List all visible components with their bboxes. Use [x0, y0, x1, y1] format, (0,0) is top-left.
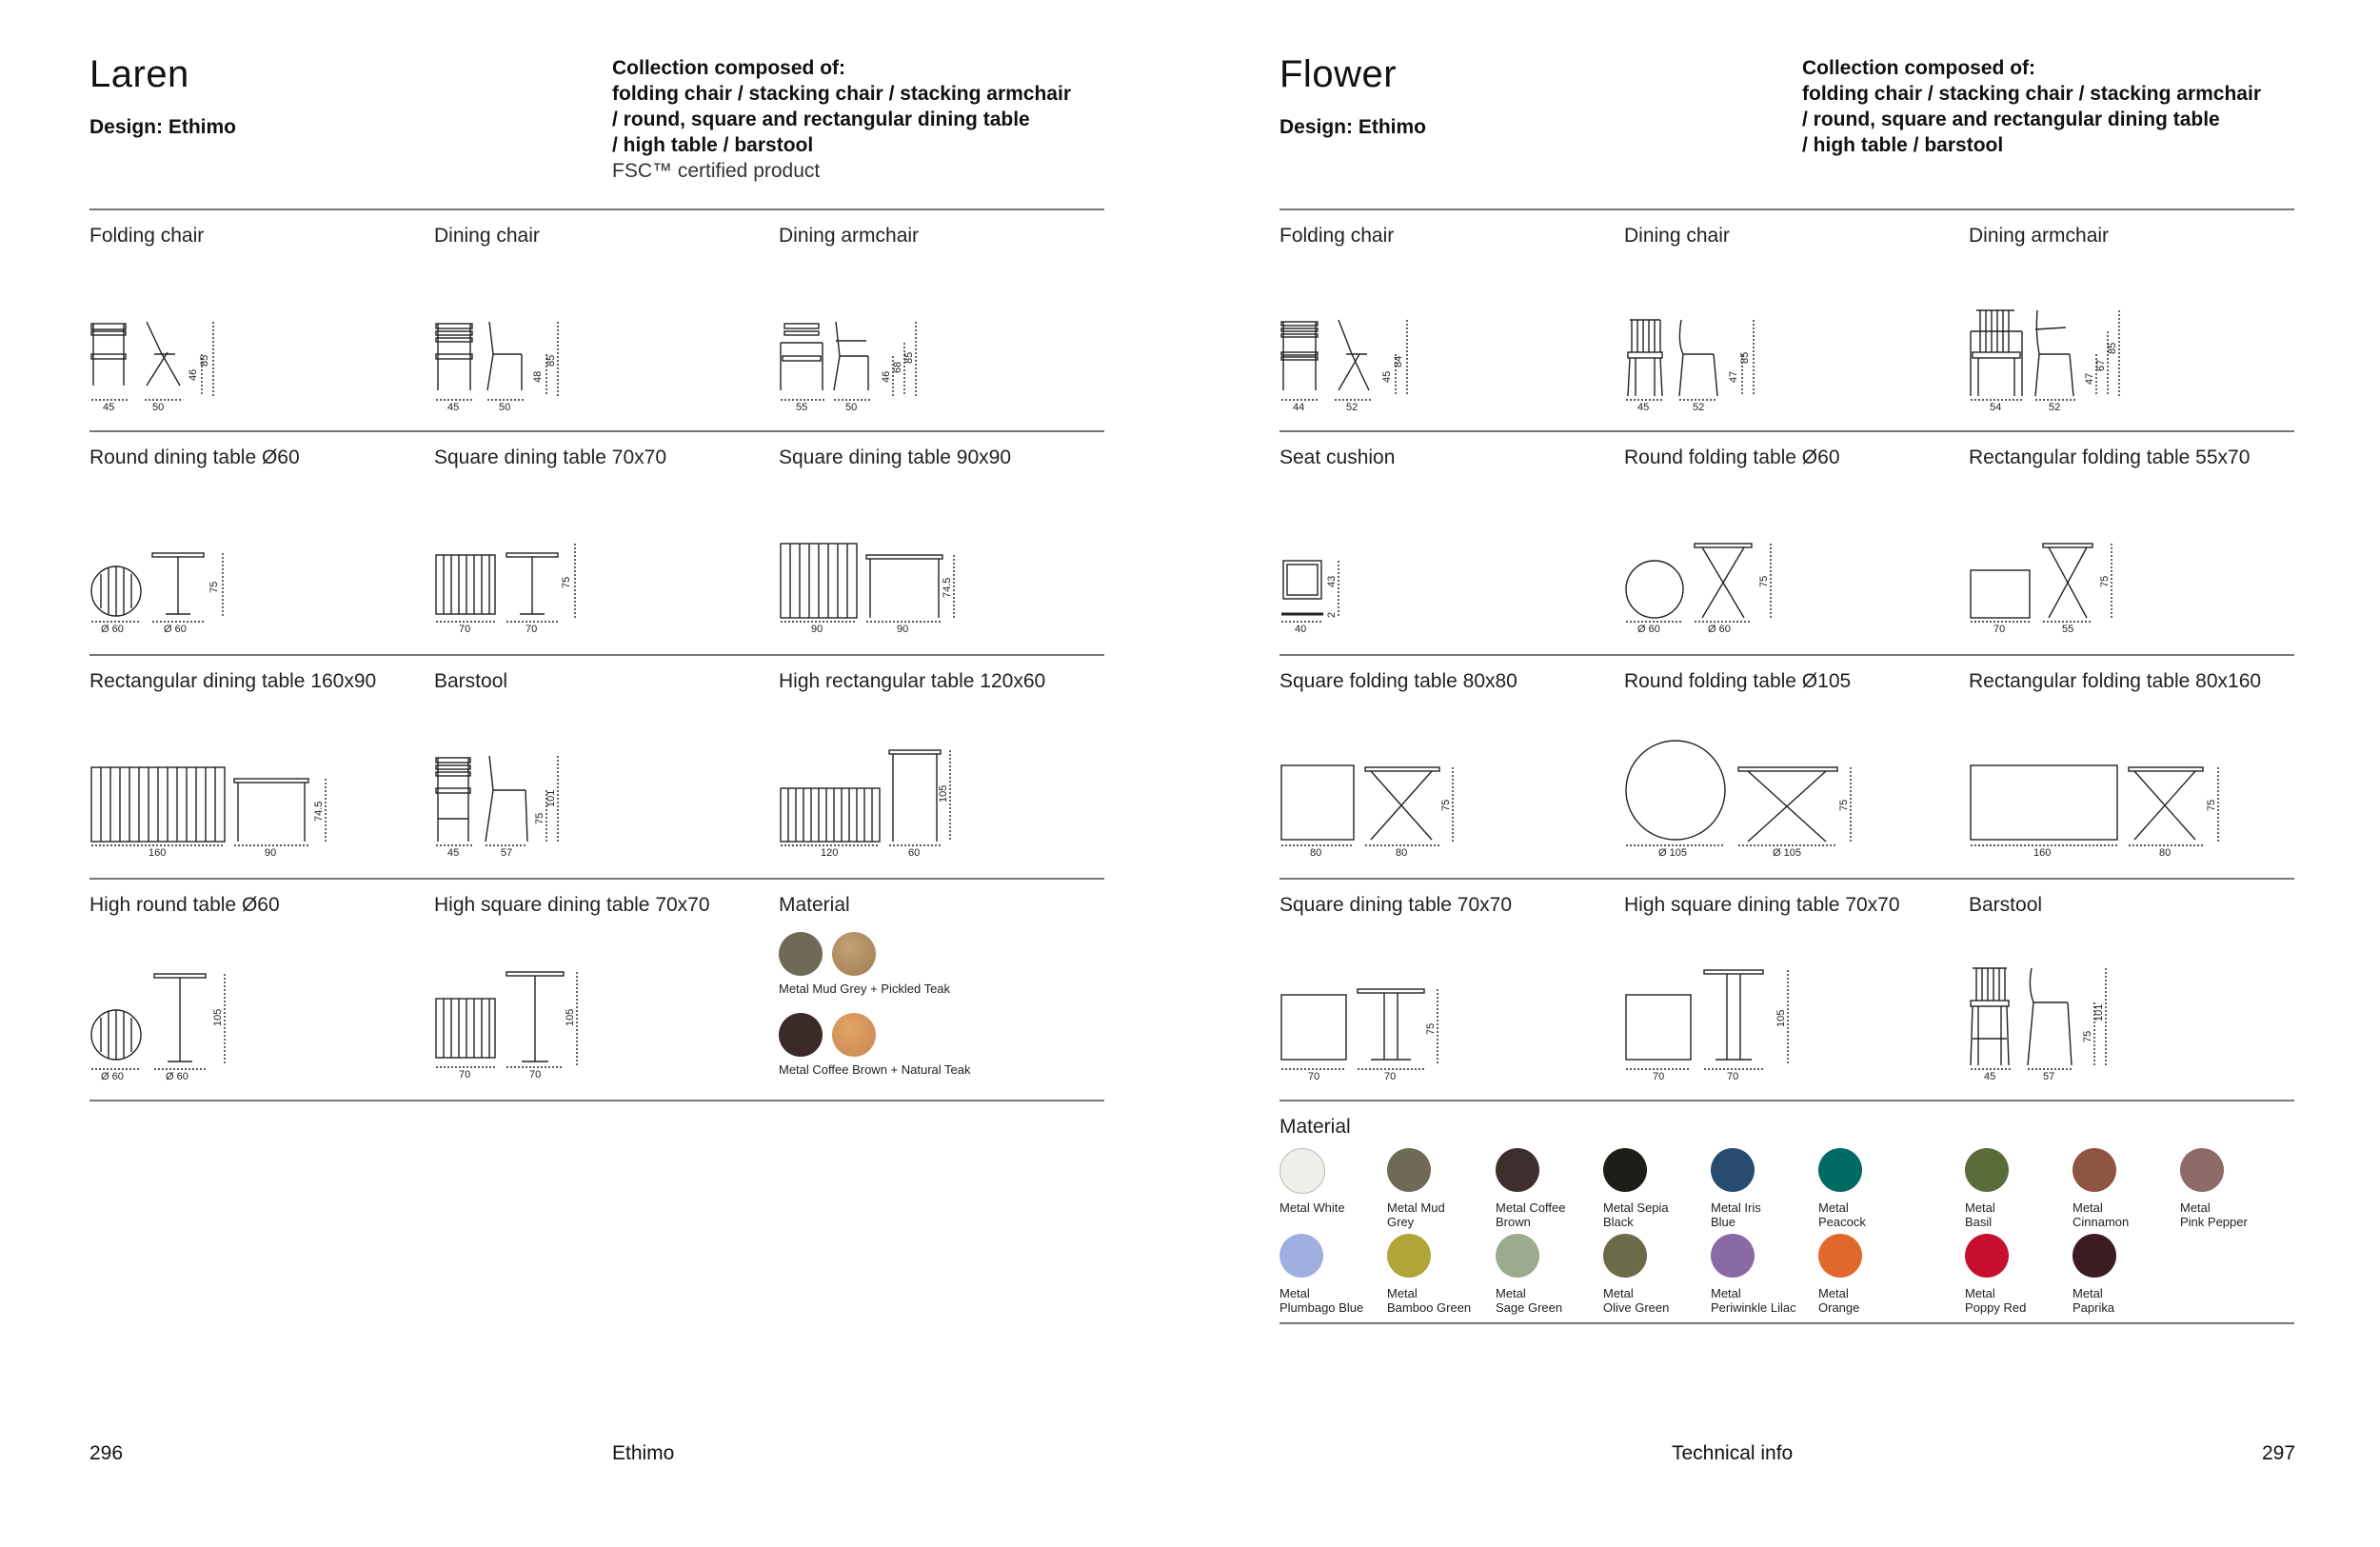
dim-diameter: Ø 60 [164, 624, 187, 635]
color-swatch [2180, 1148, 2224, 1192]
color-swatch-label: Metal Orange [1818, 1286, 1860, 1315]
color-swatch-label: Metal Plumbago Blue [1279, 1286, 1364, 1315]
material-heading: Material [779, 894, 850, 916]
material-label: Metal Mud Grey + Pickled Teak [779, 982, 951, 996]
product-folding-chair [89, 209, 432, 428]
color-swatch [1496, 1148, 1539, 1192]
dim-depth: 52 [1346, 402, 1359, 413]
certification-note: FSC™ certified product [612, 160, 821, 182]
product-rectangular-folding-table-55x70 [1969, 431, 2311, 650]
product-label: Dining chair [1624, 225, 1730, 247]
swatch-pickled-teak [832, 932, 876, 976]
divider [1279, 1322, 2294, 1324]
swatch-natural-teak [832, 1013, 876, 1057]
color-swatch [1496, 1234, 1539, 1278]
folding-chair-drawing [89, 209, 432, 430]
seat-cushion-drawing [1279, 431, 1622, 652]
dim-depth: 80 [1396, 847, 1408, 859]
product-folding-chair [1279, 209, 1622, 428]
material-label: Metal Coffee Brown + Natural Teak [779, 1062, 971, 1077]
product-high-square-dining-table-70 [1624, 879, 1967, 1098]
color-swatch [1818, 1148, 1862, 1192]
round-folding-table-105-drawing [1624, 655, 1967, 876]
dim-depth: 90 [897, 624, 909, 635]
high-square-table-drawing [434, 879, 777, 1100]
dim-height: 84 [1393, 355, 1404, 367]
dim-diameter: Ø 60 [101, 624, 124, 635]
dim-length: 160 [149, 847, 167, 859]
dining-armchair-drawing [1969, 209, 2311, 430]
product-label: Dining armchair [1969, 225, 2110, 247]
collection-title-flower: Flower [1279, 53, 1398, 95]
dim-diameter: Ø 105 [1773, 847, 1801, 859]
collection-line: folding chair / stacking chair / stacking armchair [1802, 83, 2261, 105]
dim-diameter: Ø 60 [1637, 624, 1660, 635]
product-square-dining-table-90 [779, 431, 1121, 650]
product-label: Barstool [434, 670, 508, 692]
product-label: Rectangular dining table 160x90 [89, 670, 377, 692]
dim-depth: 57 [2043, 1071, 2055, 1082]
dim-depth: 50 [499, 402, 511, 413]
color-swatch [1279, 1148, 1325, 1194]
square-table-90-drawing [779, 431, 1121, 652]
dim-diameter: Ø 60 [1708, 624, 1731, 635]
dim-depth: 70 [1727, 1071, 1739, 1082]
dim-seat-height: 46 [188, 368, 199, 381]
product-label: Dining chair [434, 225, 540, 247]
product-label: Round folding table Ø105 [1624, 670, 1852, 692]
dim-width: 55 [796, 402, 808, 413]
collection-line: / high table / barstool [612, 134, 814, 156]
high-square-table-drawing [1624, 879, 1967, 1100]
dim-width: 45 [447, 402, 460, 413]
color-swatch [1387, 1234, 1431, 1278]
product-dining-chair [434, 209, 777, 428]
material-section-flower [1279, 1101, 2294, 1321]
product-label: Square dining table 90x90 [779, 446, 1012, 468]
product-label: Square dining table 70x70 [434, 446, 667, 468]
dim-height: 85 [545, 354, 557, 367]
dim-arm-height: 67 [2095, 359, 2107, 371]
dim-height: 105 [212, 1008, 224, 1026]
product-dining-chair [1624, 209, 1967, 428]
designer-label: Design: Ethimo [1279, 116, 1427, 138]
dim-seat-height: 75 [2082, 1030, 2093, 1042]
dim-width: 54 [1990, 402, 2002, 413]
collection-line: / round, square and rectangular dining table [612, 109, 1030, 130]
product-high-square-dining-table [434, 879, 777, 1098]
product-label: Barstool [1969, 894, 2043, 916]
folding-chair-drawing [1279, 209, 1622, 430]
dim-depth: 52 [2049, 402, 2061, 413]
dim-width: 40 [1295, 624, 1307, 635]
product-label: Rectangular folding table 80x160 [1969, 670, 2262, 692]
dim-depth: 50 [845, 402, 858, 413]
product-label: Folding chair [1279, 225, 1395, 247]
color-swatch-label: Metal Paprika [2073, 1286, 2115, 1315]
dim-thickness: 2 [1326, 611, 1338, 618]
collection-line: / high table / barstool [1802, 134, 2004, 156]
dim-height: 105 [565, 1008, 576, 1026]
product-barstool [434, 655, 777, 874]
swatch-coffee-brown [779, 1013, 823, 1057]
high-round-table-drawing [89, 879, 432, 1100]
dim-depth: 70 [1384, 1071, 1397, 1082]
dim-height: 105 [938, 784, 949, 803]
product-label: Round dining table Ø60 [89, 446, 300, 468]
dim-arm-height: 68 [892, 361, 903, 373]
product-round-folding-table-105 [1624, 655, 1967, 874]
dim-length: 160 [2033, 847, 2052, 859]
product-label: High round table Ø60 [89, 894, 280, 916]
product-label: Square dining table 70x70 [1279, 894, 1513, 916]
dim-width: 70 [1308, 1071, 1320, 1082]
square-table-drawing [434, 431, 777, 652]
dim-width: 45 [447, 847, 460, 859]
dim-depth: 50 [152, 402, 165, 413]
dining-armchair-drawing [779, 209, 1121, 430]
product-round-dining-table-60 [89, 431, 432, 650]
dim-height: 75 [1838, 799, 1850, 811]
product-label: Seat cushion [1279, 446, 1396, 468]
square-dining-table-drawing [1279, 879, 1622, 1100]
color-swatch-label: Metal Basil [1965, 1200, 1995, 1229]
color-swatch-label: Metal Iris Blue [1711, 1200, 1761, 1229]
collection-title-laren: Laren [89, 53, 189, 95]
color-swatch-label: Metal Sepia Black [1603, 1200, 1669, 1229]
color-swatch-label: Metal White [1279, 1200, 1345, 1215]
product-label: High square dining table 70x70 [1624, 894, 1900, 916]
round-folding-table-drawing [1624, 431, 1967, 652]
color-swatch [1603, 1234, 1647, 1278]
product-label: Round folding table Ø60 [1624, 446, 1840, 468]
dim-height: 101 [545, 789, 557, 807]
barstool-drawing [434, 655, 777, 876]
color-swatch [1279, 1234, 1323, 1278]
dim-depth: 80 [2159, 847, 2172, 859]
dim-height: 85 [903, 351, 915, 364]
color-swatch-label: Metal Mud Grey [1387, 1200, 1445, 1229]
product-square-dining-table-70 [434, 431, 777, 650]
footer-brand: Ethimo [612, 1442, 675, 1464]
collection-heading: Collection composed of: [1802, 57, 2036, 79]
dim-diameter: Ø 60 [166, 1071, 188, 1082]
color-swatch-label: Metal Pink Pepper [2180, 1200, 2248, 1229]
dim-width: 80 [1310, 847, 1322, 859]
material-heading: Material [1279, 1116, 1351, 1138]
dim-length: 70 [1993, 624, 2006, 635]
dim-width: 70 [459, 1069, 471, 1081]
dim-seat-height: 47 [1728, 370, 1739, 383]
barstool-drawing [1969, 879, 2311, 1100]
dim-height: 75 [2206, 799, 2217, 811]
color-swatch [1711, 1148, 1755, 1192]
dim-diameter: Ø 60 [101, 1071, 124, 1082]
color-swatch [1818, 1234, 1862, 1278]
dim-depth: 43 [1326, 575, 1338, 587]
rectangular-table-drawing [89, 655, 432, 876]
product-square-folding-table-80 [1279, 655, 1622, 874]
dim-height: 75 [1758, 575, 1770, 587]
dim-width: 45 [1637, 402, 1650, 413]
collection-description [1802, 55, 2335, 158]
dim-height: 75 [1440, 799, 1452, 811]
product-dining-armchair [779, 209, 1121, 428]
dim-seat-height: 46 [881, 370, 892, 383]
rectangular-folding-table-160-drawing [1969, 655, 2311, 876]
color-swatch [1387, 1148, 1431, 1192]
dim-width: 45 [1984, 1071, 1996, 1082]
product-label: Folding chair [89, 225, 205, 247]
dim-depth: 60 [908, 847, 921, 859]
dim-height: 85 [1739, 351, 1751, 364]
color-swatch [2073, 1234, 2116, 1278]
material-section-laren [779, 879, 1121, 1098]
color-swatch-label: Metal Olive Green [1603, 1286, 1670, 1315]
dim-width: 45 [103, 402, 115, 413]
dim-height: 75 [208, 581, 220, 593]
color-swatch-label: Metal Peacock [1818, 1200, 1866, 1229]
dim-width: 44 [1293, 402, 1305, 413]
high-rectangular-table-drawing [779, 655, 1121, 876]
page-right [1190, 0, 2380, 1547]
color-swatch [1603, 1148, 1647, 1192]
page-number: 297 [2262, 1442, 2296, 1464]
dim-depth: 70 [526, 624, 538, 635]
footer-section: Technical info [1672, 1442, 1794, 1464]
dim-seat-height: 48 [532, 370, 544, 383]
product-label: High square dining table 70x70 [434, 894, 710, 916]
product-rectangular-folding-table-80x160 [1969, 655, 2311, 874]
swatch-mud-grey [779, 932, 823, 976]
color-swatch [1965, 1234, 2009, 1278]
dim-height: 85 [2107, 342, 2118, 354]
dim-height: 85 [199, 354, 210, 367]
dining-chair-drawing [434, 209, 777, 430]
dim-depth: 52 [1693, 402, 1705, 413]
dim-seat-height: 45 [1381, 370, 1393, 383]
dim-diameter: Ø 105 [1658, 847, 1687, 859]
color-swatch-label: Metal Cinnamon [2073, 1200, 2130, 1229]
color-swatch-label: Metal Coffee Brown [1496, 1200, 1566, 1229]
product-dining-armchair [1969, 209, 2311, 428]
color-swatch [1965, 1148, 2009, 1192]
rectangular-folding-table-drawing [1969, 431, 2311, 652]
dim-height: 74.5 [942, 577, 953, 598]
dim-depth: 55 [2062, 624, 2074, 635]
dim-length: 120 [821, 847, 839, 859]
dim-depth: 70 [529, 1069, 542, 1081]
color-swatch [1711, 1234, 1755, 1278]
color-swatch-label: Metal Sage Green [1496, 1286, 1563, 1315]
dim-height: 105 [1775, 1009, 1787, 1027]
color-swatch-label: Metal Periwinkle Lilac [1711, 1286, 1796, 1315]
collection-line: folding chair / stacking chair / stacking armchair [612, 83, 1071, 105]
color-swatch [2073, 1148, 2116, 1192]
dim-width: 90 [811, 624, 823, 635]
product-square-dining-table-70 [1279, 879, 1622, 1098]
color-swatch-label: Metal Bamboo Green [1387, 1286, 1472, 1315]
dim-height: 75 [1425, 1022, 1437, 1035]
product-high-round-table [89, 879, 432, 1098]
dim-height: 74.5 [313, 801, 325, 822]
dim-seat-height: 47 [2084, 372, 2095, 385]
color-swatch-label: Metal Poppy Red [1965, 1286, 2027, 1315]
dim-height: 75 [2099, 575, 2111, 587]
dim-width: 70 [459, 624, 471, 635]
dim-width: 70 [1653, 1071, 1665, 1082]
product-seat-cushion [1279, 431, 1622, 650]
divider [89, 1100, 1104, 1101]
collection-description [612, 55, 1145, 184]
round-table-drawing [89, 431, 432, 652]
product-rectangular-dining-table-160 [89, 655, 432, 874]
product-label: Rectangular folding table 55x70 [1969, 446, 2251, 468]
dim-depth: 90 [265, 847, 277, 859]
product-label: Square folding table 80x80 [1279, 670, 1517, 692]
square-folding-table-drawing [1279, 655, 1622, 876]
page-number: 296 [89, 1442, 124, 1464]
designer-label: Design: Ethimo [89, 116, 237, 138]
product-label: Dining armchair [779, 225, 920, 247]
collection-heading: Collection composed of: [612, 57, 846, 79]
dining-chair-drawing [1624, 209, 1967, 430]
product-barstool [1969, 879, 2311, 1098]
collection-line: / round, square and rectangular dining table [1802, 109, 2220, 130]
product-high-rectangular-table [779, 655, 1121, 874]
dim-height: 75 [561, 576, 572, 588]
product-label: High rectangular table 120x60 [779, 670, 1046, 692]
dim-height: 101 [2093, 1003, 2105, 1021]
dim-seat-height: 75 [534, 812, 545, 824]
product-round-folding-table-60 [1624, 431, 1967, 650]
dim-depth: 57 [501, 847, 513, 859]
